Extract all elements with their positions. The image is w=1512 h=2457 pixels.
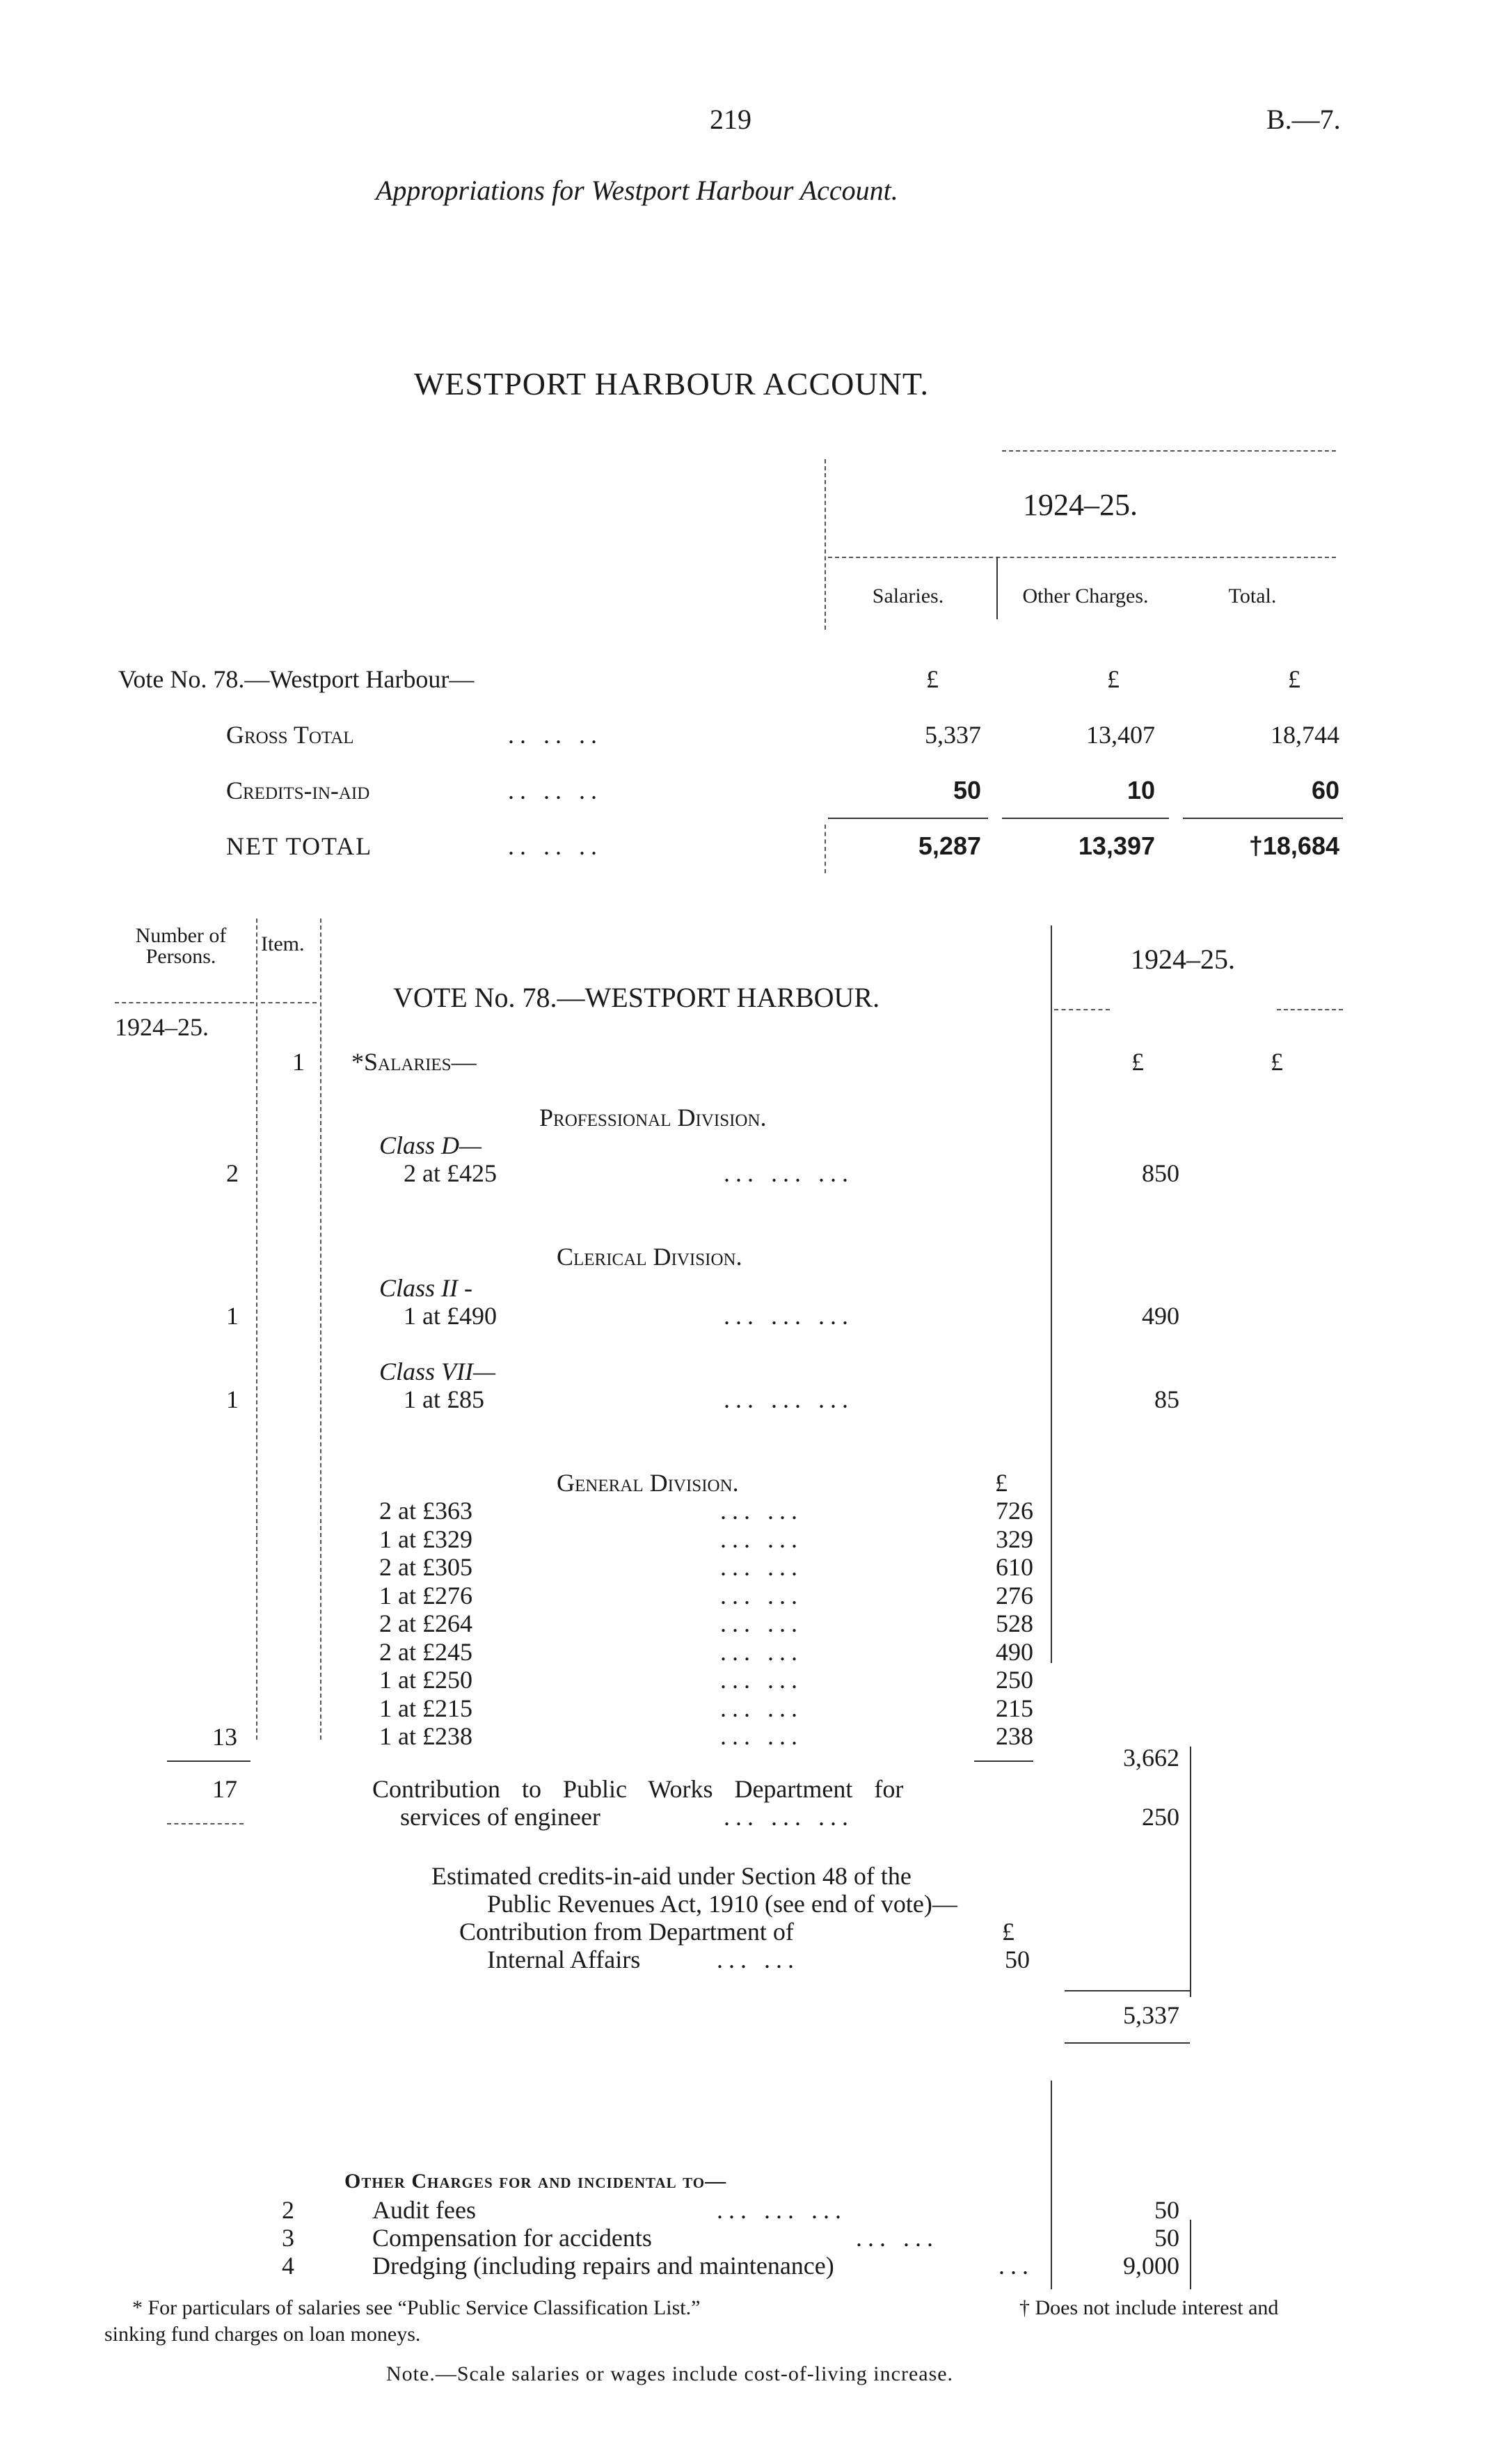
item-header-rule bbox=[261, 1002, 317, 1003]
clerical-ii-amount: 490 bbox=[1142, 1302, 1179, 1330]
leader-dots: ... ... bbox=[720, 1637, 803, 1666]
leader-dots: ... ... bbox=[720, 1694, 803, 1722]
other-charge-item-number: 2 bbox=[282, 2196, 294, 2224]
clerical-vii-amount: 85 bbox=[1154, 1385, 1179, 1413]
summary-currency-salaries: £ bbox=[926, 665, 939, 693]
leader-dots: ... ... bbox=[856, 2224, 939, 2252]
salaries-total-rule-bottom bbox=[1065, 2042, 1190, 2044]
leader-dots: ... ... ... bbox=[724, 1159, 854, 1187]
leader-dots: ... ... ... bbox=[724, 1803, 854, 1831]
clerical-ii-persons: 1 bbox=[226, 1302, 239, 1330]
credits-in-aid-other: 10 bbox=[1127, 776, 1155, 804]
other-charges-rule bbox=[1051, 2081, 1052, 2289]
general-row-line: 2 at £305 bbox=[379, 1553, 472, 1581]
leader-dots: .. .. .. bbox=[508, 721, 603, 749]
total-column-header: Total. bbox=[1228, 585, 1277, 607]
salaries-total: 5,337 bbox=[1123, 2001, 1179, 2029]
leader-dots: ... ... bbox=[717, 1946, 799, 1973]
leader-dots: ... ... bbox=[720, 1609, 803, 1637]
right-year-label: 1924–25. bbox=[1131, 944, 1235, 975]
persons-header-rule bbox=[115, 1002, 254, 1003]
other-charges-rule-right bbox=[1190, 2220, 1191, 2289]
credits-line-3: Contribution from Department of bbox=[459, 1918, 794, 1946]
gross-total-label: Gross Total bbox=[226, 721, 354, 749]
rule-other bbox=[1002, 818, 1169, 819]
clerical-vii-persons: 1 bbox=[226, 1385, 239, 1413]
other-charges-column-header: Other Charges. bbox=[1022, 585, 1149, 607]
salaries-footnote-continued: sinking fund charges on loan moneys. bbox=[104, 2323, 421, 2346]
salaries-total-rule-top bbox=[1065, 1990, 1190, 1991]
summary-divider-bottom bbox=[825, 825, 826, 873]
clerical-division-heading: Clerical Division. bbox=[557, 1243, 742, 1271]
amount-column-rule-right bbox=[1190, 1747, 1191, 1997]
general-row-line: 2 at £264 bbox=[379, 1609, 472, 1637]
general-row-amount: 490 bbox=[996, 1637, 1033, 1666]
summary-divider bbox=[825, 459, 826, 630]
salaries-column-header: Salaries. bbox=[872, 585, 944, 607]
detail-currency-a: £ bbox=[1131, 1048, 1144, 1076]
other-charge-item-number: 4 bbox=[282, 2252, 294, 2280]
item-header: Item. bbox=[261, 932, 305, 955]
number-of-persons-header: Number of Persons. bbox=[135, 924, 227, 968]
persons-end-rule bbox=[167, 1823, 244, 1824]
salaries-item-number: 1 bbox=[292, 1048, 305, 1076]
detail-currency-b: £ bbox=[1271, 1048, 1283, 1076]
net-total-label: NET TOTAL bbox=[226, 832, 373, 860]
leader-dots: ... ... bbox=[720, 1722, 803, 1750]
total-persons: 17 bbox=[212, 1775, 237, 1803]
contribution-amount: 250 bbox=[1142, 1803, 1179, 1831]
general-row-amount: 276 bbox=[996, 1581, 1033, 1609]
general-row-line: 1 at £329 bbox=[379, 1525, 472, 1553]
other-charge-label: Dredging (including repairs and maintenance) bbox=[372, 2252, 834, 2280]
summary-title: WESTPORT HARBOUR ACCOUNT. bbox=[414, 366, 929, 401]
document-reference: B.—7. bbox=[1266, 104, 1341, 135]
professional-persons: 2 bbox=[226, 1159, 239, 1187]
professional-line: 2 at £425 bbox=[404, 1159, 497, 1187]
general-row-amount: 726 bbox=[996, 1497, 1033, 1525]
general-row-amount: 329 bbox=[996, 1525, 1033, 1553]
gross-total-salaries: 5,337 bbox=[925, 721, 981, 749]
general-division-heading: General Division. bbox=[557, 1469, 739, 1497]
general-row-amount: 238 bbox=[996, 1722, 1033, 1750]
leader-dots: ... ... bbox=[720, 1497, 803, 1525]
other-charge-amount: 9,000 bbox=[1123, 2252, 1179, 2280]
general-row-line: 1 at £215 bbox=[379, 1694, 472, 1722]
summary-year-rule bbox=[828, 557, 1336, 558]
net-total-total: †18,684 bbox=[1248, 832, 1339, 860]
leader-dots: ... ... bbox=[720, 1581, 803, 1609]
summary-year: 1924–25. bbox=[1023, 488, 1138, 522]
summary-top-rule bbox=[1002, 450, 1336, 452]
general-row-line: 2 at £245 bbox=[379, 1637, 472, 1666]
contribution-line-2: services of engineer bbox=[400, 1803, 600, 1831]
leader-dots: ... ... bbox=[720, 1553, 803, 1581]
clerical-vii-line: 1 at £85 bbox=[404, 1385, 484, 1413]
gross-total-other: 13,407 bbox=[1086, 721, 1155, 749]
credits-line-4: Internal Affairs bbox=[487, 1946, 641, 1973]
net-total-salaries: 5,287 bbox=[918, 832, 981, 860]
clerical-class-vii: Class VII— bbox=[379, 1358, 496, 1385]
vote-title: VOTE No. 78.—WESTPORT HARBOUR. bbox=[393, 982, 880, 1013]
professional-division-heading: Professional Division. bbox=[539, 1104, 767, 1131]
rule-salaries bbox=[828, 818, 988, 819]
general-row-amount: 215 bbox=[996, 1694, 1033, 1722]
general-row-amount: 528 bbox=[996, 1609, 1033, 1637]
general-row-line: 1 at £238 bbox=[379, 1722, 472, 1750]
other-charge-label: Audit fees bbox=[372, 2196, 476, 2224]
leader-dots: ... ... ... bbox=[717, 2196, 847, 2224]
credits-currency: £ bbox=[1002, 1918, 1014, 1946]
item-column-rule bbox=[320, 919, 321, 1740]
clerical-ii-line: 1 at £490 bbox=[404, 1302, 497, 1330]
net-total-other: 13,397 bbox=[1078, 832, 1155, 860]
page-subtitle: Appropriations for Westport Harbour Account. bbox=[376, 175, 898, 206]
leader-dots: ... bbox=[998, 2252, 1034, 2280]
salaries-footnote: * For particulars of salaries see “Public Service Classification List.” bbox=[132, 2296, 701, 2319]
persons-total-rule bbox=[167, 1760, 250, 1762]
credits-in-aid-total: 60 bbox=[1311, 776, 1339, 804]
salaries-label: *Salaries— bbox=[351, 1048, 477, 1076]
general-subtotal-rule bbox=[974, 1760, 1033, 1762]
leader-dots: ... ... bbox=[720, 1525, 803, 1553]
leader-dots: ... ... ... bbox=[724, 1385, 854, 1413]
right-year-rule-b bbox=[1277, 1009, 1343, 1010]
amount-column-rule bbox=[1051, 925, 1052, 1663]
other-charge-label: Compensation for accidents bbox=[372, 2224, 652, 2252]
other-charge-item-number: 3 bbox=[282, 2224, 294, 2252]
general-row-line: 2 at £363 bbox=[379, 1497, 472, 1525]
leader-dots: ... ... ... bbox=[724, 1302, 854, 1330]
summary-col-divider bbox=[996, 557, 998, 619]
credits-in-aid-label: Credits-in-aid bbox=[226, 777, 370, 804]
contribution-line-1: Contribution to Public Works Department for bbox=[372, 1775, 904, 1803]
summary-currency-total: £ bbox=[1288, 665, 1300, 693]
leader-dots: ... ... bbox=[720, 1666, 803, 1694]
professional-amount: 850 bbox=[1142, 1159, 1179, 1187]
other-charge-amount: 50 bbox=[1154, 2196, 1179, 2224]
clerical-class-ii: Class II - bbox=[379, 1274, 472, 1302]
right-year-rule-a bbox=[1054, 1009, 1110, 1010]
summary-currency-other: £ bbox=[1107, 665, 1120, 693]
general-row-amount: 250 bbox=[996, 1666, 1033, 1694]
leader-dots: .. .. .. bbox=[508, 777, 603, 804]
general-currency: £ bbox=[995, 1469, 1008, 1497]
credits-amount: 50 bbox=[1005, 1946, 1030, 1973]
credits-in-aid-salaries: 50 bbox=[953, 776, 981, 804]
credits-line-2: Public Revenues Act, 1910 (see end of vote)— bbox=[487, 1890, 957, 1918]
other-charges-heading: Other Charges for and incidental to— bbox=[344, 2170, 727, 2193]
leader-dots: .. .. .. bbox=[508, 832, 603, 860]
persons-column-rule bbox=[256, 919, 257, 1740]
credits-line-1: Estimated credits-in-aid under Section 48 of the bbox=[431, 1862, 912, 1890]
page-number: 219 bbox=[710, 104, 751, 135]
dagger-footnote: † Does not include interest and bbox=[1019, 2296, 1279, 2319]
gross-total-total: 18,744 bbox=[1271, 721, 1339, 749]
rule-total bbox=[1183, 818, 1343, 819]
general-persons: 13 bbox=[212, 1723, 237, 1751]
general-row-amount: 610 bbox=[996, 1553, 1033, 1581]
general-row-line: 1 at £276 bbox=[379, 1581, 472, 1609]
professional-class: Class D— bbox=[379, 1131, 482, 1159]
general-total: 3,662 bbox=[1123, 1744, 1179, 1772]
summary-vote-label: Vote No. 78.—Westport Harbour— bbox=[118, 665, 475, 693]
general-row-line: 1 at £250 bbox=[379, 1666, 472, 1694]
scale-note: Note.—Scale salaries or wages include cost-of-living increase. bbox=[386, 2362, 954, 2385]
other-charge-amount: 50 bbox=[1154, 2224, 1179, 2252]
left-year-label: 1924–25. bbox=[115, 1013, 209, 1041]
